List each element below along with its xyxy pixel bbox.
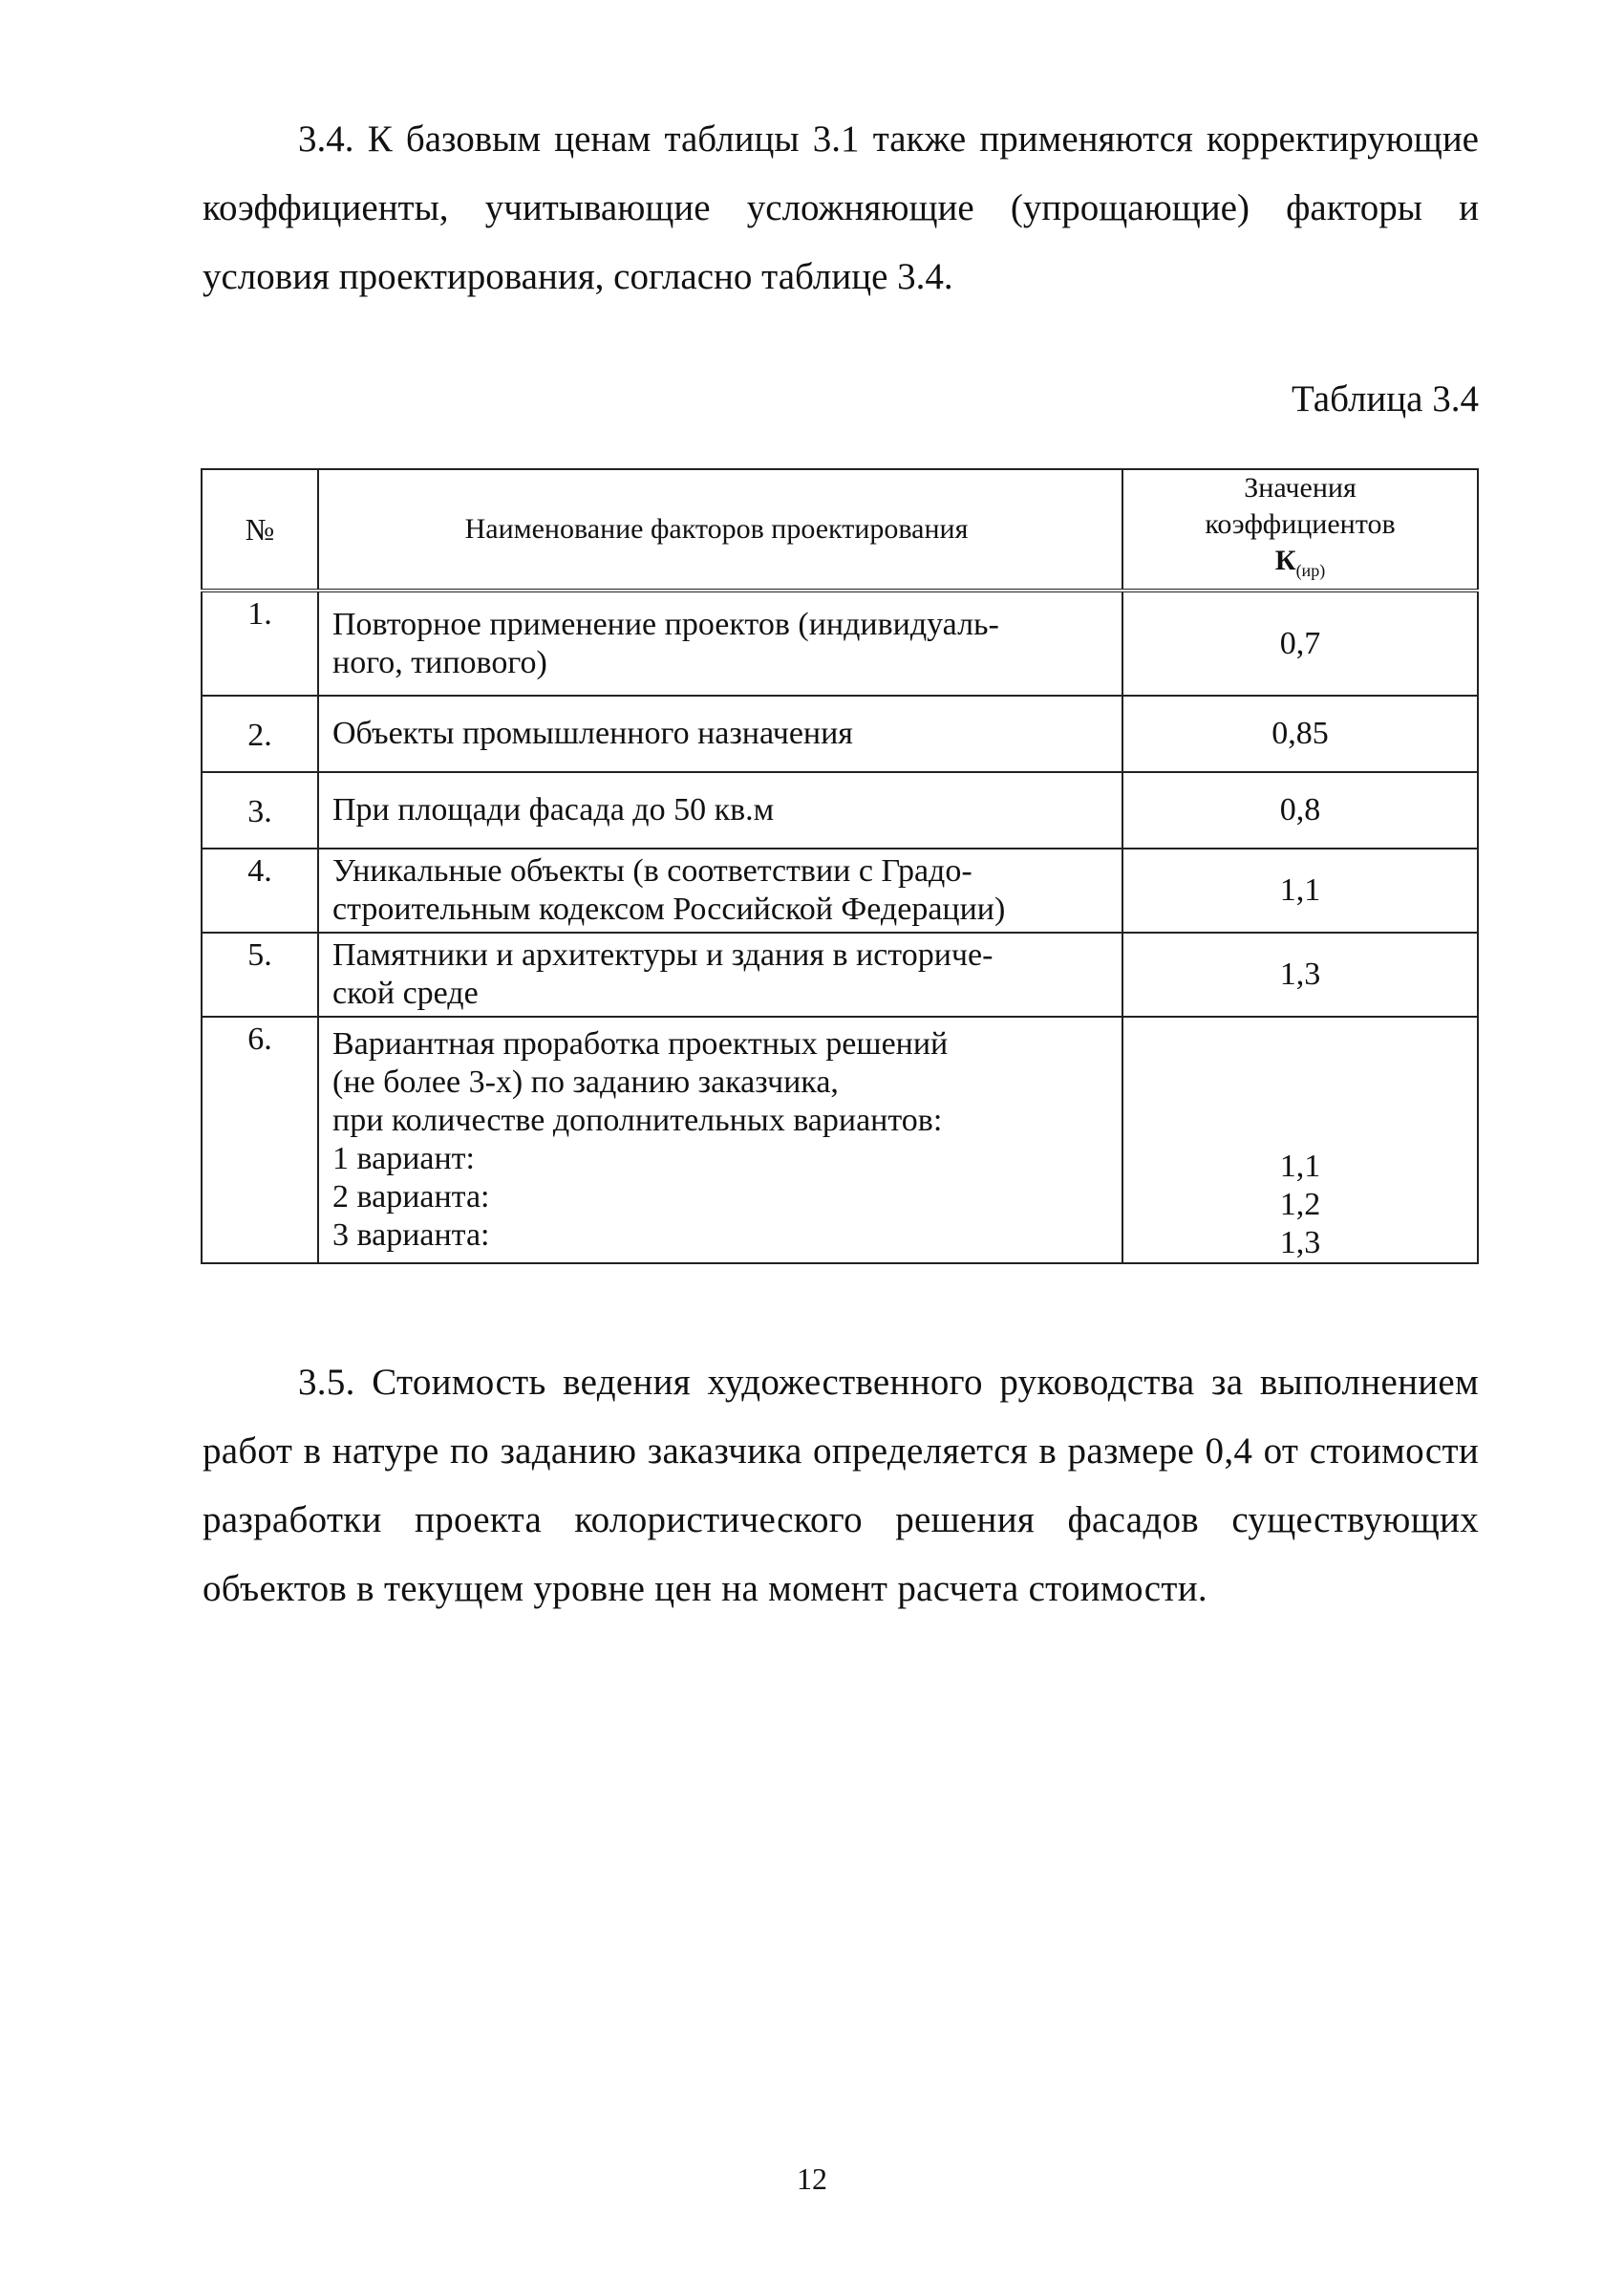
page-number: 12: [797, 2161, 827, 2196]
paragraph-3-4: 3.4. К базовым ценам таблицы 3.1 также применяются корректирующие коэффициенты, учитывающие усложняющие (упрощающие) факторы и условия проектирования, согласно таблице 3.4.: [203, 118, 1479, 297]
coefficient-value: 0,7: [1279, 625, 1321, 661]
table-row: [202, 772, 1478, 849]
factor-name-line: При площади фасада до 50 кв.м: [332, 792, 775, 828]
coefficient-value: 0,85: [1271, 716, 1329, 751]
header-value-line1: Значения: [1244, 472, 1357, 504]
row-coefficient-value: [1122, 933, 1478, 1017]
row-factor-name: [318, 1017, 1122, 1263]
coefficient-value: 1,1: [1279, 872, 1321, 908]
row-number: 5.: [202, 933, 318, 1017]
coefficient-value: 1,3: [1279, 1225, 1321, 1260]
factor-name-line: ного, типового): [332, 644, 547, 680]
coefficient-value: 1,1: [1279, 1149, 1321, 1184]
factor-name-line: 2 варианта:: [332, 1179, 490, 1215]
factor-name-line: Повторное применение проектов (индивидуаль-: [332, 606, 999, 642]
table-row: [202, 849, 1478, 933]
coefficient-value: 0,8: [1279, 792, 1321, 828]
factor-name-line: ской среде: [332, 976, 479, 1011]
row-coefficient-value: [1122, 696, 1478, 772]
row-factor-name: [318, 696, 1122, 772]
table-row: [202, 933, 1478, 1017]
row-number: 1.: [202, 591, 318, 696]
header-number: №: [202, 469, 318, 591]
coefficient-subscript: (ир): [1295, 561, 1326, 580]
factor-name-line: Памятники и архитектуры и здания в историче-: [332, 937, 994, 973]
row-number: 3.: [202, 772, 318, 849]
factor-name-line: при количестве дополнительных вариантов:: [332, 1103, 943, 1138]
row-coefficient-value: [1122, 591, 1478, 696]
coefficient-value: 1,3: [1279, 957, 1321, 992]
header-name: Наименование факторов проектирования: [318, 469, 1122, 591]
row-factor-name: [318, 591, 1122, 696]
header-value-line2: коэффициентов: [1205, 508, 1396, 540]
table-caption: Таблица 3.4: [1291, 378, 1479, 419]
table-row: [202, 696, 1478, 772]
row-factor-name: [318, 772, 1122, 849]
row-coefficient-value: [1122, 772, 1478, 849]
header-value: [1122, 469, 1478, 591]
table-row: [202, 591, 1478, 696]
row-number: 4.: [202, 849, 318, 933]
row-number: 6.: [202, 1017, 318, 1263]
table-row: [202, 1017, 1478, 1263]
coefficients-table: [201, 468, 1479, 1264]
coefficient-value: 1,2: [1279, 1187, 1321, 1222]
factor-name-line: 3 варианта:: [332, 1217, 490, 1253]
row-factor-name: [318, 933, 1122, 1017]
factor-name-line: (не более 3-х) по заданию заказчика,: [332, 1064, 839, 1100]
factor-name-line: Вариантная проработка проектных решений: [332, 1026, 949, 1062]
row-factor-name: [318, 849, 1122, 933]
factor-name-line: строительным кодексом Российской Федерации): [332, 892, 1006, 927]
row-coefficient-value: [1122, 849, 1478, 933]
row-number: 2.: [202, 696, 318, 772]
factor-name-line: Объекты промышленного назначения: [332, 716, 853, 751]
table-header-row: [202, 469, 1478, 591]
row-coefficient-value: [1122, 1017, 1478, 1263]
factor-name-line: Уникальные объекты (в соответствии с Градо-: [332, 853, 972, 889]
factor-name-line: 1 вариант:: [332, 1141, 475, 1176]
header-value-symbol: [1123, 543, 1477, 589]
table-body: [202, 591, 1478, 1263]
coefficient-symbol: К: [1274, 545, 1296, 576]
paragraph-3-5: 3.5. Стоимость ведения художественного руководства за выполнением работ в натуре по заданию заказчика определяется в размере 0,4 от стоимости разработки проекта колористического решения фасадов существующих объектов в текущем уровне цен на момент расчета стоимости.: [203, 1362, 1479, 1609]
